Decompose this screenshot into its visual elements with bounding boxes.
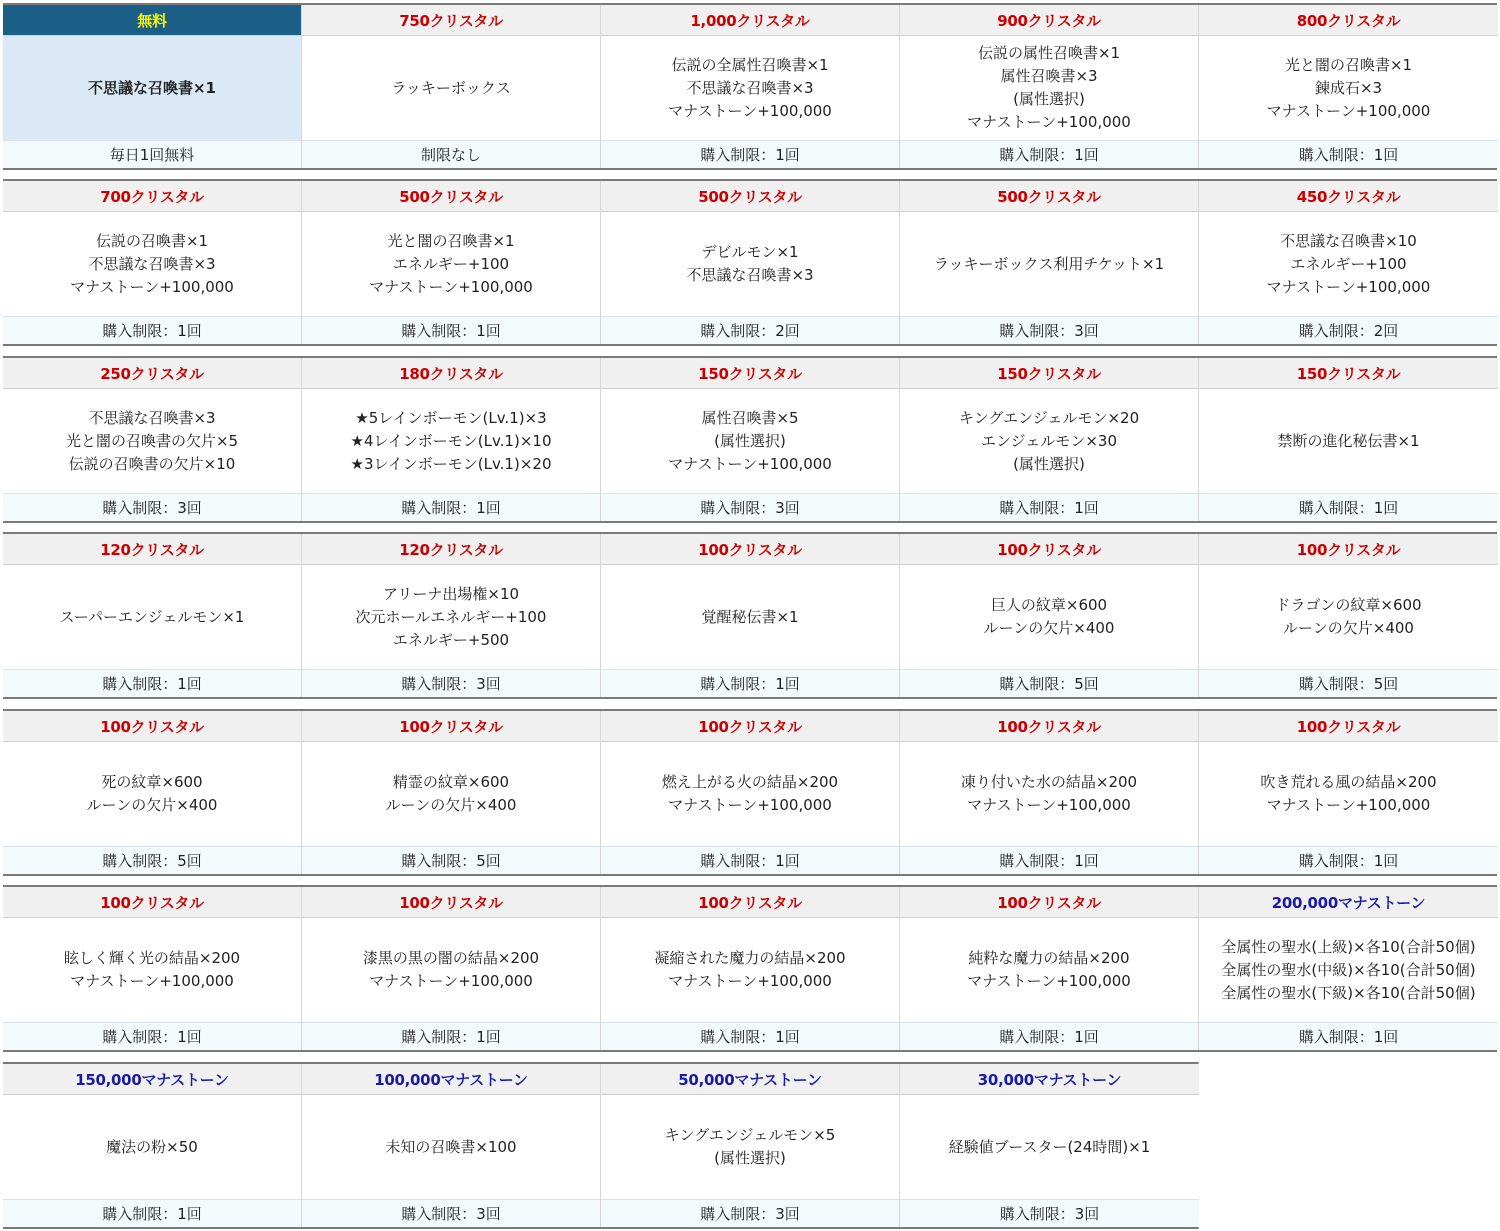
price-label: 30,000マナストーン [900,1064,1199,1095]
item-line: 不思議な召喚書×3 [88,254,216,273]
purchase-limit: 購入制限：3回 [601,1200,899,1227]
item-line: 不思議な召喚書×3 [88,408,216,427]
purchase-limit: 購入制限：1回 [3,1200,301,1227]
price-label: 無料 [3,5,301,36]
item-line: ドラゴンの紋章×600 [1275,596,1422,614]
product-card[interactable] [1199,358,1498,521]
price-label: 100クリスタル [900,887,1198,918]
product-row [3,1062,1199,1229]
item-contents [601,742,899,847]
item-line: マナストーン+100,000 [369,277,533,296]
product-card[interactable] [601,534,900,697]
purchase-limit: 購入制限：1回 [3,317,301,344]
item-line: マナストーン+100,000 [70,277,234,296]
price-label: 500クリスタル [601,181,899,212]
price-label: 100クリスタル [900,534,1198,565]
item-contents [1199,36,1498,141]
product-card[interactable] [302,358,601,521]
purchase-limit: 購入制限：3回 [900,317,1198,344]
product-card[interactable] [3,5,302,168]
item-contents [1199,918,1498,1023]
item-contents [1199,565,1498,670]
item-line: マナストーン+100,000 [668,454,832,473]
product-card[interactable] [1199,5,1498,168]
product-card[interactable] [3,887,302,1050]
purchase-limit: 制限なし [302,141,600,168]
item-contents [3,389,301,494]
price-label: 100クリスタル [3,887,301,918]
price-label: 800クリスタル [1199,5,1498,36]
item-line: 覚醒秘伝書×1 [701,607,799,626]
item-line: 全属性の聖水(中級)×各10(合計50個) [1221,960,1476,979]
price-label: 100クリスタル [302,711,600,742]
purchase-limit: 購入制限：3回 [601,494,899,521]
purchase-limit: 購入制限：1回 [302,1023,600,1050]
item-line: 錬成石×3 [1314,78,1383,97]
item-contents [302,212,600,317]
price-label: 50,000マナストーン [601,1064,899,1095]
item-line: マナストーン+100,000 [668,796,832,814]
price-label: 900クリスタル [900,5,1198,36]
item-line: マナストーン+100,000 [967,796,1131,814]
price-label: 120クリスタル [302,534,600,565]
product-card[interactable] [302,711,601,874]
item-contents [900,36,1198,141]
item-contents [601,36,899,141]
item-line: 眩しく輝く光の結晶×200 [63,949,241,967]
purchase-limit: 購入制限：3回 [3,494,301,521]
purchase-limit: 購入制限：1回 [302,494,600,521]
item-line: 伝説の全属性召喚書×1 [671,55,829,74]
product-card[interactable] [601,711,900,874]
purchase-limit: 購入制限：3回 [900,1200,1199,1227]
item-line: ルーンの欠片×400 [86,796,218,814]
purchase-limit: 購入制限：3回 [302,1200,600,1227]
item-line: 不思議な召喚書×3 [686,266,814,284]
product-card[interactable] [900,887,1199,1050]
item-line: 精霊の紋章×600 [392,773,510,791]
item-line: マナストーン+100,000 [369,972,533,990]
item-line: 漆黒の黒の闇の結晶×200 [362,949,540,967]
purchase-limit: 購入制限：5回 [302,847,600,874]
purchase-limit: 毎日1回無料 [3,141,301,168]
item-contents [601,389,899,494]
item-line: 全属性の聖水(上級)×各10(合計50個) [1221,937,1476,956]
item-contents [1199,212,1498,317]
price-label: 100クリスタル [601,887,899,918]
item-contents [302,389,600,494]
product-card[interactable] [302,887,601,1050]
product-card[interactable] [601,887,900,1050]
item-line: 不思議な召喚書×10 [1280,231,1417,250]
price-label: 700クリスタル [3,181,301,212]
product-card[interactable] [302,534,601,697]
item-line: ★3レインボーモン(Lv.1)×20 [350,454,552,473]
item-line: (属性選択) [1013,90,1085,108]
item-line: 伝説の召喚書の欠片×10 [68,454,236,473]
item-line: 凍り付いた水の結晶×200 [960,773,1138,791]
price-label: 100クリスタル [302,887,600,918]
item-contents [3,918,301,1023]
product-card[interactable] [601,358,900,521]
item-line: 光と闇の召喚書の欠片×5 [65,431,239,450]
item-contents [601,212,899,317]
price-label: 1,000クリスタル [601,5,899,36]
item-line: 伝説の属性召喚書×1 [977,44,1121,62]
purchase-limit: 購入制限：1回 [601,141,899,168]
item-line: キングエンジェルモン×20 [958,408,1140,427]
product-row [3,3,1497,170]
item-line: ルーンの欠片×400 [385,796,517,814]
product-card[interactable] [302,181,601,344]
purchase-limit: 購入制限：1回 [1199,847,1498,874]
purchase-limit: 購入制限：1回 [1199,494,1498,521]
product-card[interactable] [601,5,900,168]
item-contents [900,389,1198,494]
item-line: 次元ホールエネルギー+100 [355,607,547,626]
item-line: 凝縮された魔力の結晶×200 [654,949,846,967]
price-label: 180クリスタル [302,358,600,389]
item-contents [601,565,899,670]
product-card[interactable] [1199,711,1498,874]
item-contents [3,212,301,317]
purchase-limit: 購入制限：1回 [900,1023,1198,1050]
item-line: ★5レインボーモン(Lv.1)×3 [355,408,547,427]
item-line: ラッキーボックス利用チケット×1 [933,254,1165,273]
price-label: 100クリスタル [3,711,301,742]
product-row [3,179,1497,346]
item-line: 属性召喚書×5 [701,408,799,427]
product-card[interactable] [302,5,601,168]
item-contents [3,36,301,141]
price-label: 750クリスタル [302,5,600,36]
item-line: 伝説の召喚書×1 [95,231,209,250]
product-card[interactable] [601,1064,900,1227]
item-line: 未知の召喚書×100 [385,1137,517,1156]
price-label: 100クリスタル [601,534,899,565]
item-line: エネルギー+500 [392,630,510,649]
price-label: 100クリスタル [601,711,899,742]
purchase-limit: 購入制限：1回 [601,1023,899,1050]
item-line: マナストーン+100,000 [967,972,1131,990]
purchase-limit: 購入制限：1回 [601,847,899,874]
purchase-limit: 購入制限：2回 [601,317,899,344]
product-card[interactable] [1199,887,1498,1050]
item-line: 魔法の粉×50 [106,1137,198,1156]
item-contents [3,565,301,670]
product-card[interactable] [900,358,1199,521]
item-contents [3,1095,301,1200]
product-card[interactable] [900,534,1199,697]
product-card[interactable] [3,711,302,874]
item-line: (属性選択) [714,1149,786,1167]
item-line: 不思議な召喚書×1 [87,78,216,97]
product-card[interactable] [3,358,302,521]
price-label: 150クリスタル [1199,358,1498,389]
item-line: キングエンジェルモン×5 [664,1126,836,1144]
item-line: マナストーン+100,000 [1266,101,1431,120]
item-line: 吹き荒れる風の結晶×200 [1260,773,1437,791]
item-line: ★4レインボーモン(Lv.1)×10 [350,431,552,450]
product-row [3,356,1497,523]
item-line: 光と闇の召喚書×1 [387,231,515,250]
product-card[interactable] [3,1064,302,1227]
purchase-limit: 購入制限：1回 [900,494,1198,521]
item-line: 経験値ブースター(24時間)×1 [948,1137,1151,1156]
item-line: マナストーン+100,000 [668,101,832,120]
item-line: マナストーン+100,000 [1266,796,1431,814]
product-card[interactable] [302,1064,601,1227]
product-card[interactable] [900,1064,1199,1227]
item-line: マナストーン+100,000 [70,972,234,990]
price-label: 100クリスタル [1199,711,1498,742]
item-line: マナストーン+100,000 [668,972,832,990]
price-label: 100クリスタル [900,711,1198,742]
purchase-limit: 購入制限：5回 [900,670,1198,697]
item-contents [900,742,1198,847]
item-contents [3,742,301,847]
purchase-limit: 購入制限：1回 [302,317,600,344]
item-line: アリーナ出場権×10 [382,584,520,603]
purchase-limit: 購入制限：1回 [3,670,301,697]
purchase-limit: 購入制限：3回 [302,670,600,697]
product-row [3,532,1497,699]
price-label: 150クリスタル [900,358,1198,389]
product-card[interactable] [900,711,1199,874]
item-contents [601,1095,899,1200]
price-label: 100,000マナストーン [302,1064,600,1095]
price-label: 250クリスタル [3,358,301,389]
item-line: 禁断の進化秘伝書×1 [1277,431,1420,450]
item-line: エネルギー+100 [392,254,510,273]
item-contents [900,918,1198,1023]
purchase-limit: 購入制限：1回 [900,141,1198,168]
product-card[interactable] [601,181,900,344]
product-card[interactable] [3,534,302,697]
item-line: スーパーエンジェルモン×1 [59,607,245,626]
item-line: ラッキーボックス [391,78,511,97]
price-label: 150,000マナストーン [3,1064,301,1095]
item-contents [302,742,600,847]
product-card[interactable] [3,181,302,344]
product-card[interactable] [1199,534,1498,697]
item-contents [302,36,600,141]
item-contents [1199,742,1498,847]
price-label: 150クリスタル [601,358,899,389]
purchase-limit: 購入制限：1回 [1199,1023,1498,1050]
purchase-limit: 購入制限：5回 [3,847,301,874]
item-line: 純粋な魔力の結晶×200 [968,949,1130,967]
purchase-limit: 購入制限：5回 [1199,670,1498,697]
item-contents [601,918,899,1023]
product-row [3,885,1497,1052]
item-contents [900,565,1198,670]
item-line: (属性選択) [714,431,786,450]
item-line: マナストーン+100,000 [1266,277,1431,296]
item-contents [1199,389,1498,494]
item-line: (属性選択) [1013,454,1085,473]
item-contents [900,1095,1199,1200]
price-label: 450クリスタル [1199,181,1498,212]
purchase-limit: 購入制限：1回 [1199,141,1498,168]
item-line: エネルギー+100 [1290,254,1407,273]
price-label: 100クリスタル [1199,534,1498,565]
product-card[interactable] [900,5,1199,168]
item-contents [302,1095,600,1200]
item-line: 巨人の紋章×600 [990,596,1108,614]
item-line: 死の紋章×600 [101,773,203,791]
item-line: 不思議な召喚書×3 [686,78,814,97]
item-line: 全属性の聖水(下級)×各10(合計50個) [1221,983,1476,1002]
price-label: 500クリスタル [900,181,1198,212]
price-label: 120クリスタル [3,534,301,565]
item-contents [302,918,600,1023]
item-line: 燃え上がる火の結晶×200 [661,773,839,791]
product-card[interactable] [900,181,1199,344]
item-contents [900,212,1198,317]
item-line: 光と闇の召喚書×1 [1284,55,1413,74]
item-line: ルーンの欠片×400 [983,619,1115,637]
price-label: 200,000マナストーン [1199,887,1498,918]
product-row [3,709,1497,876]
price-label: 500クリスタル [302,181,600,212]
item-line: ルーンの欠片×400 [1283,619,1414,637]
purchase-limit: 購入制限：1回 [900,847,1198,874]
purchase-limit: 購入制限：2回 [1199,317,1498,344]
item-line: エンジェルモン×30 [981,431,1117,450]
item-line: 属性召喚書×3 [1000,67,1098,85]
purchase-limit: 購入制限：1回 [3,1023,301,1050]
item-line: デビルモン×1 [701,243,799,261]
item-line: マナストーン+100,000 [967,113,1131,131]
product-card[interactable] [1199,181,1498,344]
purchase-limit: 購入制限：1回 [601,670,899,697]
item-contents [302,565,600,670]
